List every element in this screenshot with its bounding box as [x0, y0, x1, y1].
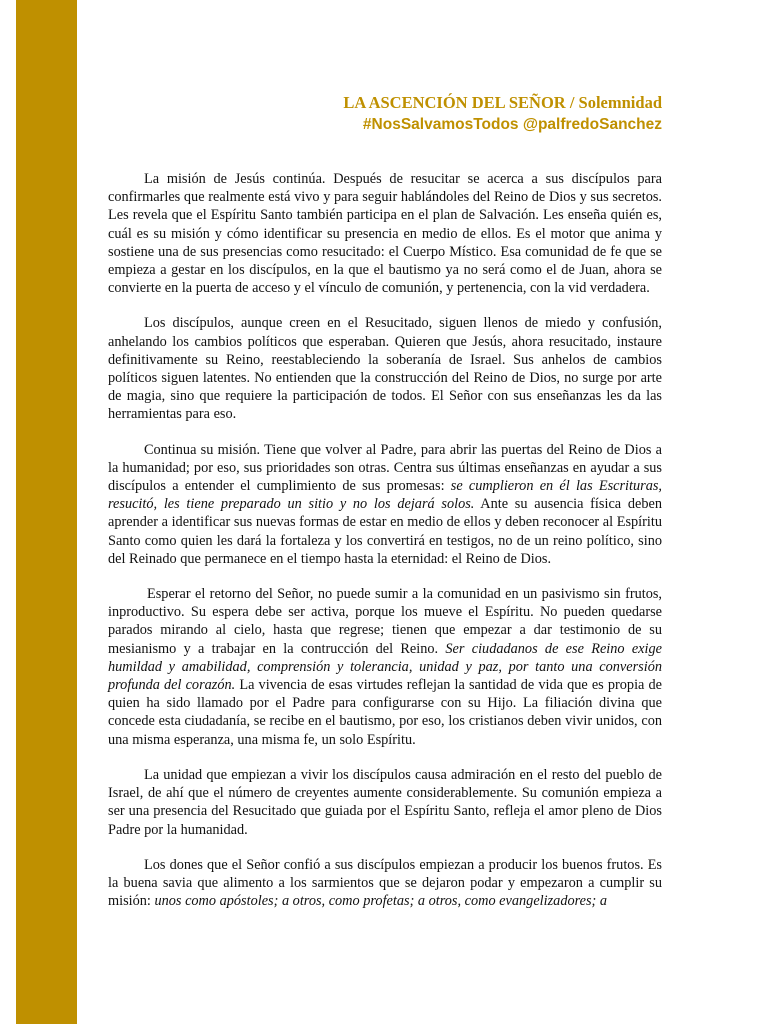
- paragraph-text: La vivencia de esas virtudes reflejan la santidad de vida que es propia de quien ha sido llamado por el Padre para configurarse con su Hijo. La filiación divina que concede esta ciudadanía, se recibe en el bautismo, por eso, los cristianos deben vivir unidos, con una misma esperanza, una misma fe, un solo Espíritu.: [108, 677, 662, 748]
- document-header: [343, 92, 662, 136]
- paragraph-text: La misión de Jesús continúa. Después de resucitar se acerca a sus discípulos para confirmarles que realmente está vivo y para seguir hablándoles del Reino de Dios y sus secretos. Les revela que el Espíritu Santo también participa en el plan de Salvación. Les enseña quién es, cuál es su misión y cómo identificar su presencia en medio de ellos. Es el motor que anima y sostiene una de sus presencias como resucitado: el Cuerpo Místico. Esa comunidad de fe que se empieza a gestar en los discípulos, en la que el bautismo ya no será como el de Juan, ahora se convierte en la puerta de acceso y el vínculo de comunión, y pertenencia, con la vid verdadera.: [108, 171, 662, 297]
- paragraph-text: Esperar el retorno del Señor, no puede sumir a la comunidad en un pasivismo sin frutos, inproductivo. Su espera debe ser activa, porque los mueve el Espíritu. No pueden quedarse parados mirando al cielo, hasta que regrese; tienen que empezar a dar testimonio de su mesianismo y a trabajar en la contrucción del Reino.: [108, 586, 662, 657]
- paragraph-2: [108, 314, 662, 423]
- paragraph-text: Ante su ausencia física deben aprender a identificar sus nuevas formas de estar en medio de ellos y deben reconocer al Espíritu Santo como quien les dará la fortaleza y los convertirá en testigos, no de un reino político, sino del Reinado que permanece en el tiempo hasta la eternidad: el Reino de Dios.: [108, 496, 662, 567]
- paragraph-4: [108, 585, 662, 749]
- paragraph-1: [108, 170, 662, 297]
- paragraph-italic-text: Ser ciudadanos de ese Reino exige humildad y amabilidad, comprensión y tolerancia, unidad y paz, por tanto una conversión profunda del corazón.: [108, 640, 662, 694]
- sidebar-accent-bar: [16, 0, 77, 1024]
- document-title: LA ASCENCIÓN DEL SEÑOR / Solemnidad: [343, 93, 662, 112]
- paragraph-text: Los dones que el Señor confió a sus discípulos empiezan a producir los buenos frutos. Es la buena savia que alimento a los sarmientos que se dejaron podar y empezaron a cumplir su misión:: [108, 856, 662, 910]
- paragraph-6: [108, 856, 662, 911]
- paragraph-italic-text: se cumplieron en él las Escrituras, resucitó, les tiene preparado un sitio y no los dejará solos.: [108, 478, 662, 513]
- paragraph-text: Continua su misión. Tiene que volver al Padre, para abrir las puertas del Reino de Dios a la humanidad; por eso, sus prioridades son otras. Centra sus últimas enseñanzas en ayudar a sus discípulos a entender el cumplimiento de sus promesas:: [108, 441, 662, 495]
- paragraph-3: [108, 441, 662, 568]
- paragraph-text: La unidad que empiezan a vivir los discípulos causa admiración en el resto del pueblo de Israel, de ahí que el número de creyentes aumente considerablemente. Su comunión empieza a ser una presencia del Resucitado que guiada por el Espíritu Santo, refleja el amor pleno de Dios Padre por la humanidad.: [108, 766, 662, 838]
- document-body: [108, 170, 662, 927]
- paragraph-italic-text: unos como apóstoles; a otros, como profetas; a otros, como evangelizadores; a: [154, 893, 608, 910]
- paragraph-5: [108, 766, 662, 839]
- document-hashtag: #NosSalvamosTodos @palfredoSanchez: [362, 116, 662, 133]
- paragraph-text: Los discípulos, aunque creen en el Resucitado, siguen llenos de miedo y confusión, anhelando los cambios políticos que esperaban. Quieren que Jesús, ahora resucitado, instaure definitivamente su Reino, reestableciendo la soberanía de Israel. Sus anhelos de cambios políticos siguen latentes. No entienden que la construcción del Reino de Dios, no surge por arte de magia, sino que requiere la participación de todos. El Señor con sus enseñanzas les da las herramientas para eso.: [108, 315, 662, 423]
